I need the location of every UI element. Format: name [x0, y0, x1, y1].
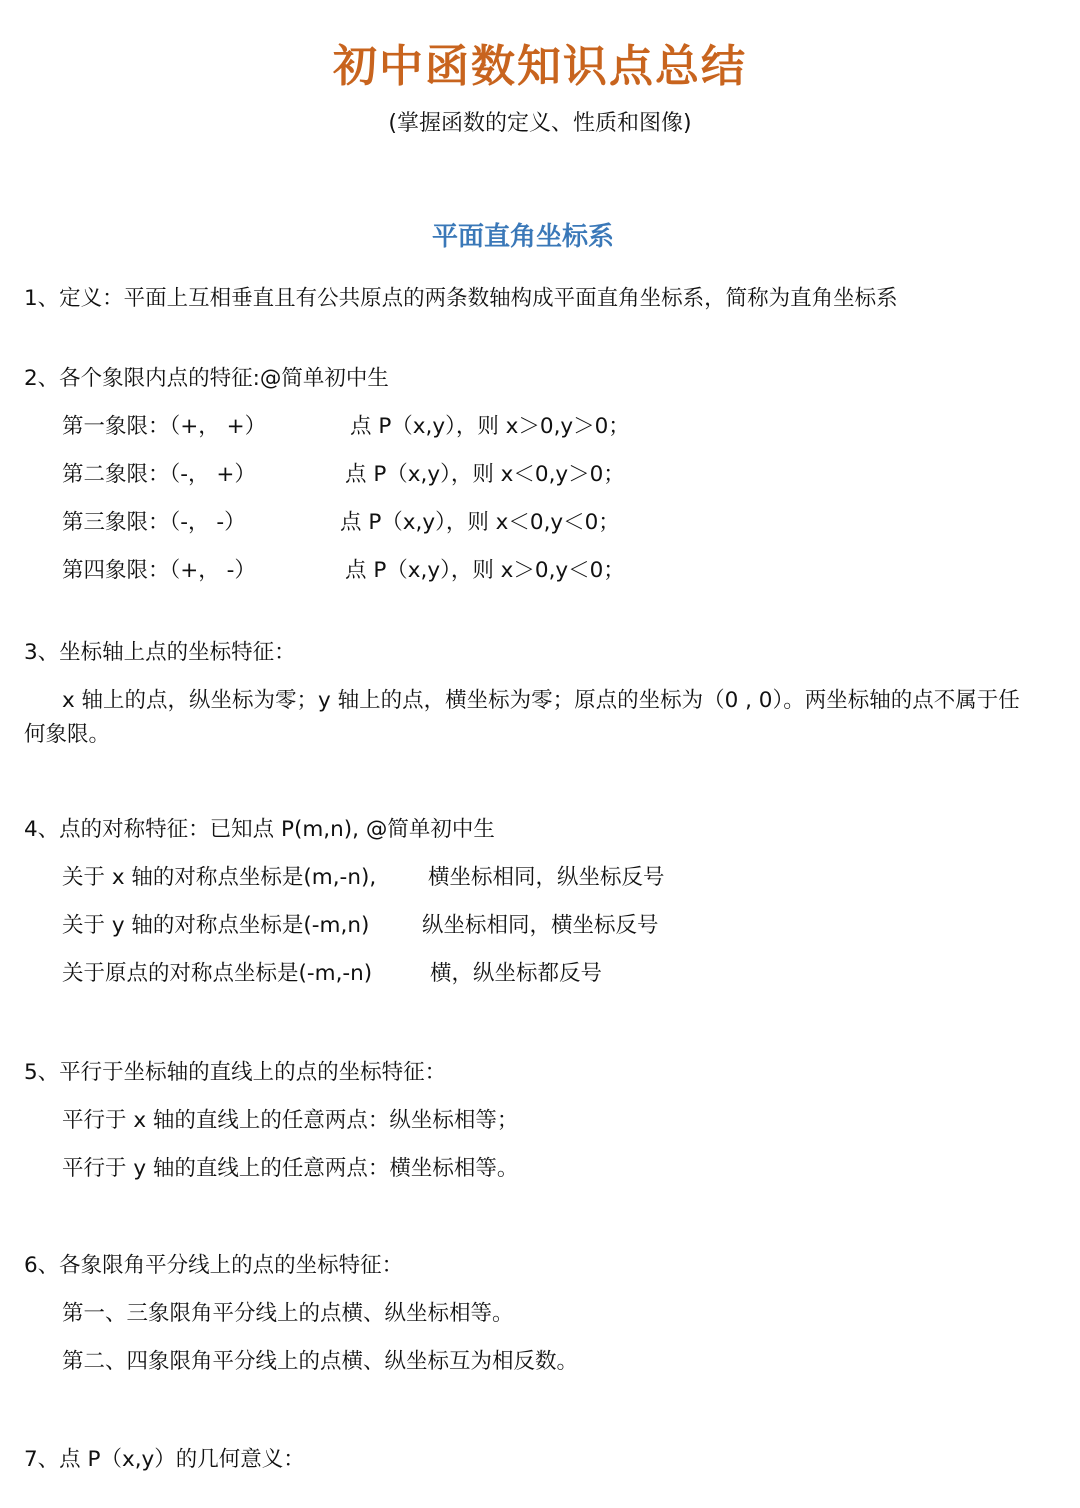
- quadrant-heading: 2、各个象限内点的特征:@简单初中生: [24, 366, 389, 391]
- symmetry-row-1-label: 关于 x 轴的对称点坐标是(m,-n),: [62, 865, 377, 890]
- parallel-row-1: 平行于 x 轴的直线上的任意两点：纵坐标相等；: [62, 1108, 519, 1133]
- document-title: 初中函数知识点总结: [333, 41, 747, 92]
- quadrant-row-1-label: 第一象限：（+， +）: [62, 414, 267, 439]
- axis-points-body: x 轴上的点，纵坐标为零；y 轴上的点，横坐标为零；原点的坐标为（0 , 0）。两坐标轴的点不属于任何象限。: [24, 688, 1020, 747]
- bisector-row-1: 第一、三象限角平分线上的点横、纵坐标相等。: [62, 1301, 514, 1326]
- axis-points-heading: 3、坐标轴上点的坐标特征：: [24, 640, 296, 665]
- symmetry-heading: 4、点的对称特征：已知点 P(m,n), @简单初中生: [24, 817, 495, 842]
- symmetry-row-2-label: 关于 y 轴的对称点坐标是(-m,n): [62, 913, 370, 938]
- parallel-heading: 5、平行于坐标轴的直线上的点的坐标特征：: [24, 1060, 447, 1085]
- bisector-row-2: 第二、四象限角平分线上的点横、纵坐标互为相反数。: [62, 1349, 579, 1374]
- quadrant-row-3-rule: 点 P（x,y），则 x＜0,y＜0；: [340, 510, 620, 535]
- bisector-heading: 6、各象限角平分线上的点的坐标特征：: [24, 1253, 404, 1278]
- symmetry-row-3-rule: 横，纵坐标都反号: [430, 961, 603, 986]
- definition-item: 1、定义：平面上互相垂直且有公共原点的两条数轴构成平面直角坐标系，简称为直角坐标系: [24, 286, 898, 311]
- section-title: 平面直角坐标系: [431, 222, 614, 252]
- symmetry-row-3-label: 关于原点的对称点坐标是(-m,-n): [62, 961, 373, 986]
- quadrant-row-2-label: 第二象限：（-， +）: [62, 462, 256, 487]
- symmetry-row-2-rule: 纵坐标相同，横坐标反号: [422, 913, 659, 938]
- document-subtitle: (掌握函数的定义、性质和图像): [388, 111, 692, 136]
- parallel-row-2: 平行于 y 轴的直线上的任意两点：横坐标相等。: [62, 1156, 519, 1181]
- geometric-meaning-heading: 7、点 P（x,y）的几何意义：: [24, 1447, 305, 1472]
- symmetry-row-1-rule: 横坐标相同，纵坐标反号: [428, 865, 665, 890]
- quadrant-row-1-rule: 点 P（x,y），则 x＞0,y＞0；: [350, 414, 630, 439]
- quadrant-row-3-label: 第三象限：（-， -）: [62, 510, 246, 535]
- quadrant-row-2-rule: 点 P（x,y），则 x＜0,y＞0；: [345, 462, 625, 487]
- quadrant-row-4-label: 第四象限：（+， -）: [62, 558, 256, 583]
- quadrant-row-4-rule: 点 P（x,y），则 x＞0,y＜0；: [345, 558, 625, 583]
